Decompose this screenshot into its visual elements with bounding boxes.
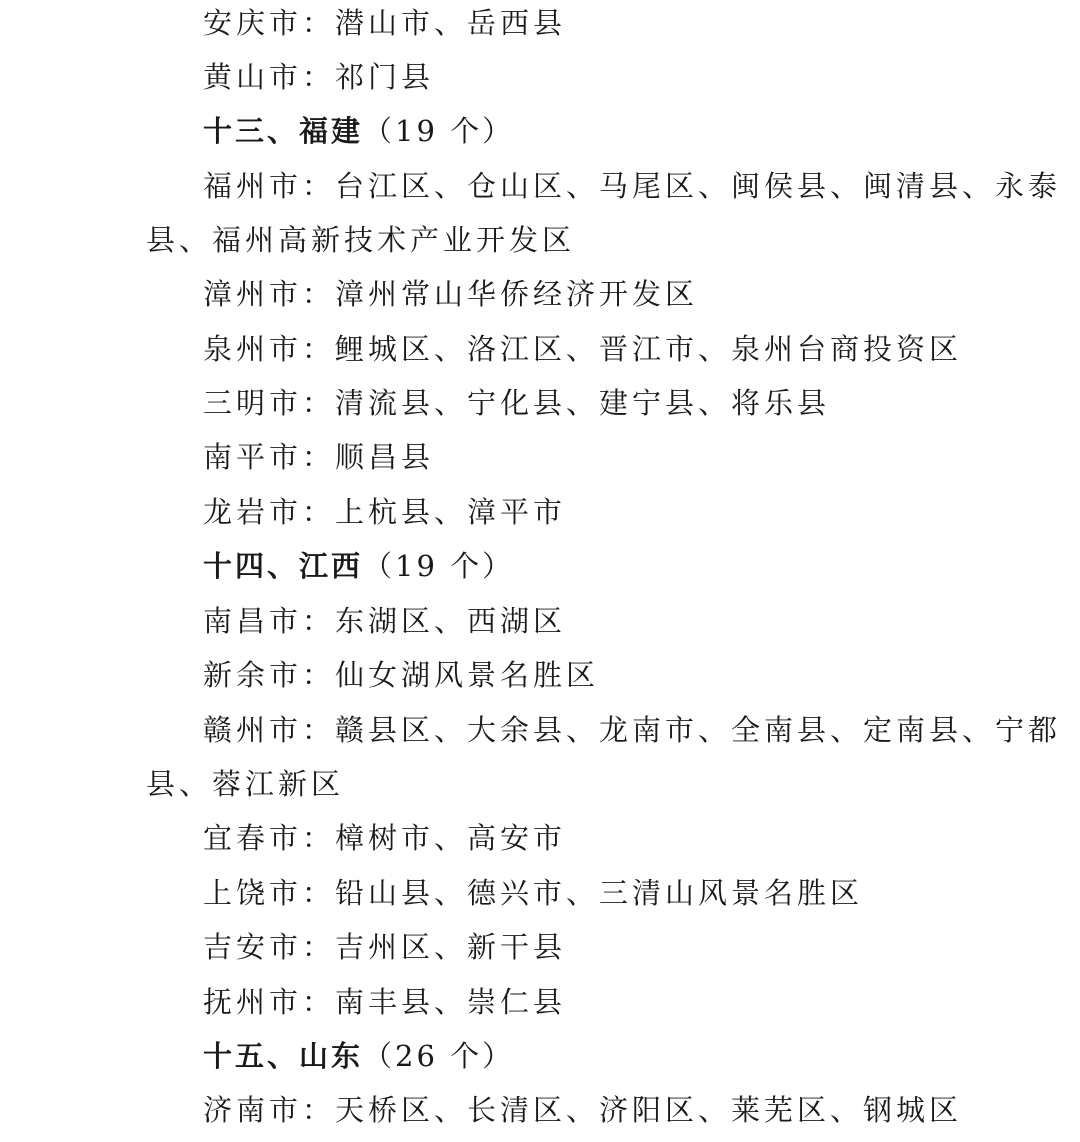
list-entry: 宜春市：樟树市、高安市: [203, 821, 567, 855]
section-count: （19 个）: [363, 549, 515, 583]
list-entry: 三明市：清流县、宁化县、建宁县、将乐县: [203, 386, 831, 420]
list-entry: 赣州市：赣县区、大余县、龙南市、全南县、定南县、宁都: [203, 713, 1062, 747]
list-entry: 黄山市：祁门县: [203, 60, 435, 94]
list-entry: 安庆市：潜山市、岳西县: [203, 6, 567, 40]
section-count: （19 个）: [363, 114, 515, 148]
list-entry: 泉州市：鲤城区、洛江区、晋江市、泉州台商投资区: [203, 332, 963, 366]
list-entry-continuation: 县、福州高新技术产业开发区: [146, 223, 576, 257]
list-entry: 上饶市：铅山县、德兴市、三清山风景名胜区: [203, 876, 864, 910]
list-entry: 龙岩市：上杭县、漳平市: [203, 495, 567, 529]
list-entry: 济南市：天桥区、长清区、济阳区、莱芜区、钢城区: [203, 1093, 963, 1127]
list-entry: 南昌市：东湖区、西湖区: [203, 604, 567, 638]
section-heading: [0, 1029, 1080, 1083]
list-entry: 吉安市：吉州区、新干县: [203, 930, 567, 964]
list-entry-continuation: 县、蓉江新区: [146, 767, 345, 801]
section-title: 十三、福建: [203, 114, 364, 148]
section-count: （26 个）: [363, 1039, 515, 1073]
section-title: 十四、江西: [203, 549, 364, 583]
section-heading: [0, 104, 1080, 158]
list-entry: 漳州市：漳州常山华侨经济开发区: [203, 277, 699, 311]
section-title: 十五、山东: [203, 1039, 364, 1073]
list-entry: 南平市：顺昌县: [203, 440, 435, 474]
list-entry: 福州市：台江区、仓山区、马尾区、闽侯县、闽清县、永泰: [203, 169, 1062, 203]
list-entry: 新余市：仙女湖风景名胜区: [203, 658, 600, 692]
list-entry: 抚州市：南丰县、崇仁县: [203, 985, 567, 1019]
section-heading: [0, 539, 1080, 593]
